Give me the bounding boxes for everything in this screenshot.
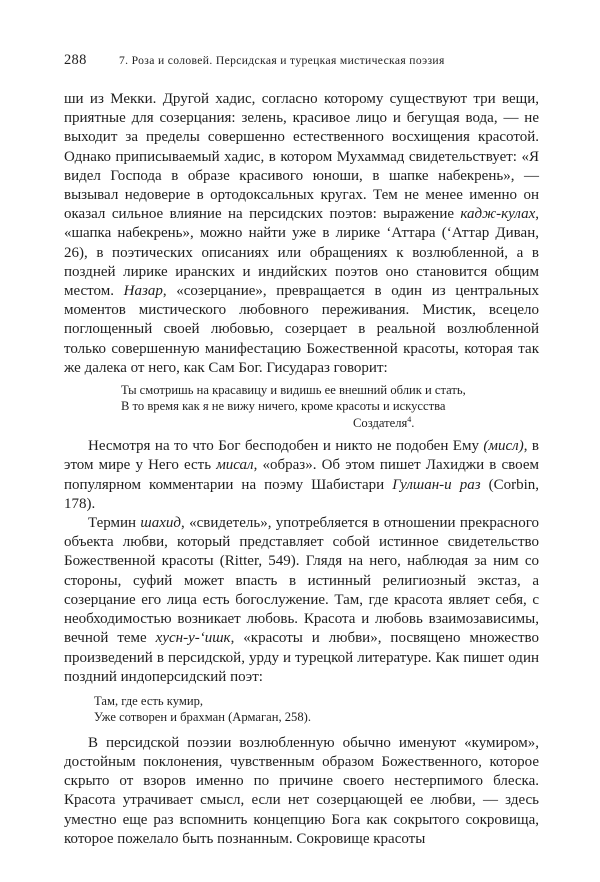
main-text xyxy=(64,90,539,849)
verse-line: Там, где есть кумир, xyxy=(94,693,204,708)
paragraph-1: ши из Мекки. Другой хадис, согласно которому существуют три вещи, приятные для созерцания: зелень, красивое лицо и бегущая вода, — не выходит за пределы совершенно естественного восхищения красотой. Однако приписываемый хадис, в котором Мухаммад свидетельствует: «Я видел Господа в образе красивого юноши, в шапке набекрень», — вызывал недоверие в ортодоксальных кругах. Тем не менее именно он оказал сильное влияние на персидских поэтов: выражение кадж-кулах, «шапка набекрень», можно найти уже в лирике ‘Аттара (‘Аттар Диван, 26), в поэтических описаниях или обращениях к возлюбленной, а в поздней лирике иранских и индийских поэтов оно становится общим местом. Назар, «созерцание», превращается в один из центральных моментов мистического любовного переживания. Мистик, всецело поглощенный своей любовью, созерцает в реальной возлюбленной только совершенную манифестацию Божественной красоты, которая так же далека от него, как Сам Бог. Гисудараз говорит: xyxy=(64,91,539,376)
page-number: 288 xyxy=(64,52,87,68)
paragraph-4: В персидской поэзии возлюбленную обычно именуют «кумиром», достойным поклонения, чувственным образом Божественного, которое скрыто от взоров именно по причине своего нестерпимого блеска. Красота утрачивает смысл, если нет созерцающей ее любви, — здесь уместно еще раз вспомнить концепцию Бога как сокрытого сокровища, которое пожелало быть познанным. Сокровище красоты xyxy=(64,734,539,847)
verse-quote-2 xyxy=(94,693,539,726)
paragraph-3: Термин шахид, «свидетель», употребляется в отношении прекрасного объекта любви, который представляет собой истинное свидетельство Божественной красоты (Ritter, 549). Глядя на него, наблюдая за ним со стороны, суфий может впасть в истинный религиозный экстаз, а созерцание его лица есть богослужение. Там, где красота являет себя, с необходимостью возникает любовь. Красота и любовь взаимозависимы, вечной теме хусн-у-‘ишк, «красоты и любви», посвящено множество произведений в персидской, урду и турецкой литературе. Как пишет один поздний индоперсидский поэт: xyxy=(64,515,539,685)
verse-quote-1 xyxy=(121,382,539,431)
footnote-marker: 4 xyxy=(407,414,412,424)
page-header xyxy=(64,52,542,72)
running-head: 7. Роза и соловей. Персидская и турецкая мистическая поэзия xyxy=(119,54,445,67)
verse-line: Уже сотворен и брахман (Армаган, 258). xyxy=(94,710,311,725)
verse-line: Ты смотришь на красавицу и видишь ее внешний облик и стать, xyxy=(121,383,466,398)
verse-line: В то время как я не вижу ничего, кроме красоты и искусства xyxy=(121,399,446,414)
verse-line: Создателя$^4$. xyxy=(353,414,415,430)
paragraph-2: Несмотря на то что Бог бесподобен и никто не подобен Ему (мисл), в этом мире у Него есть мисал, «образ». Об этом пишет Лахиджи в своем популярном комментарии на поэму Шабистари Гулшан-и раз (Corbin, 178). xyxy=(64,438,539,512)
